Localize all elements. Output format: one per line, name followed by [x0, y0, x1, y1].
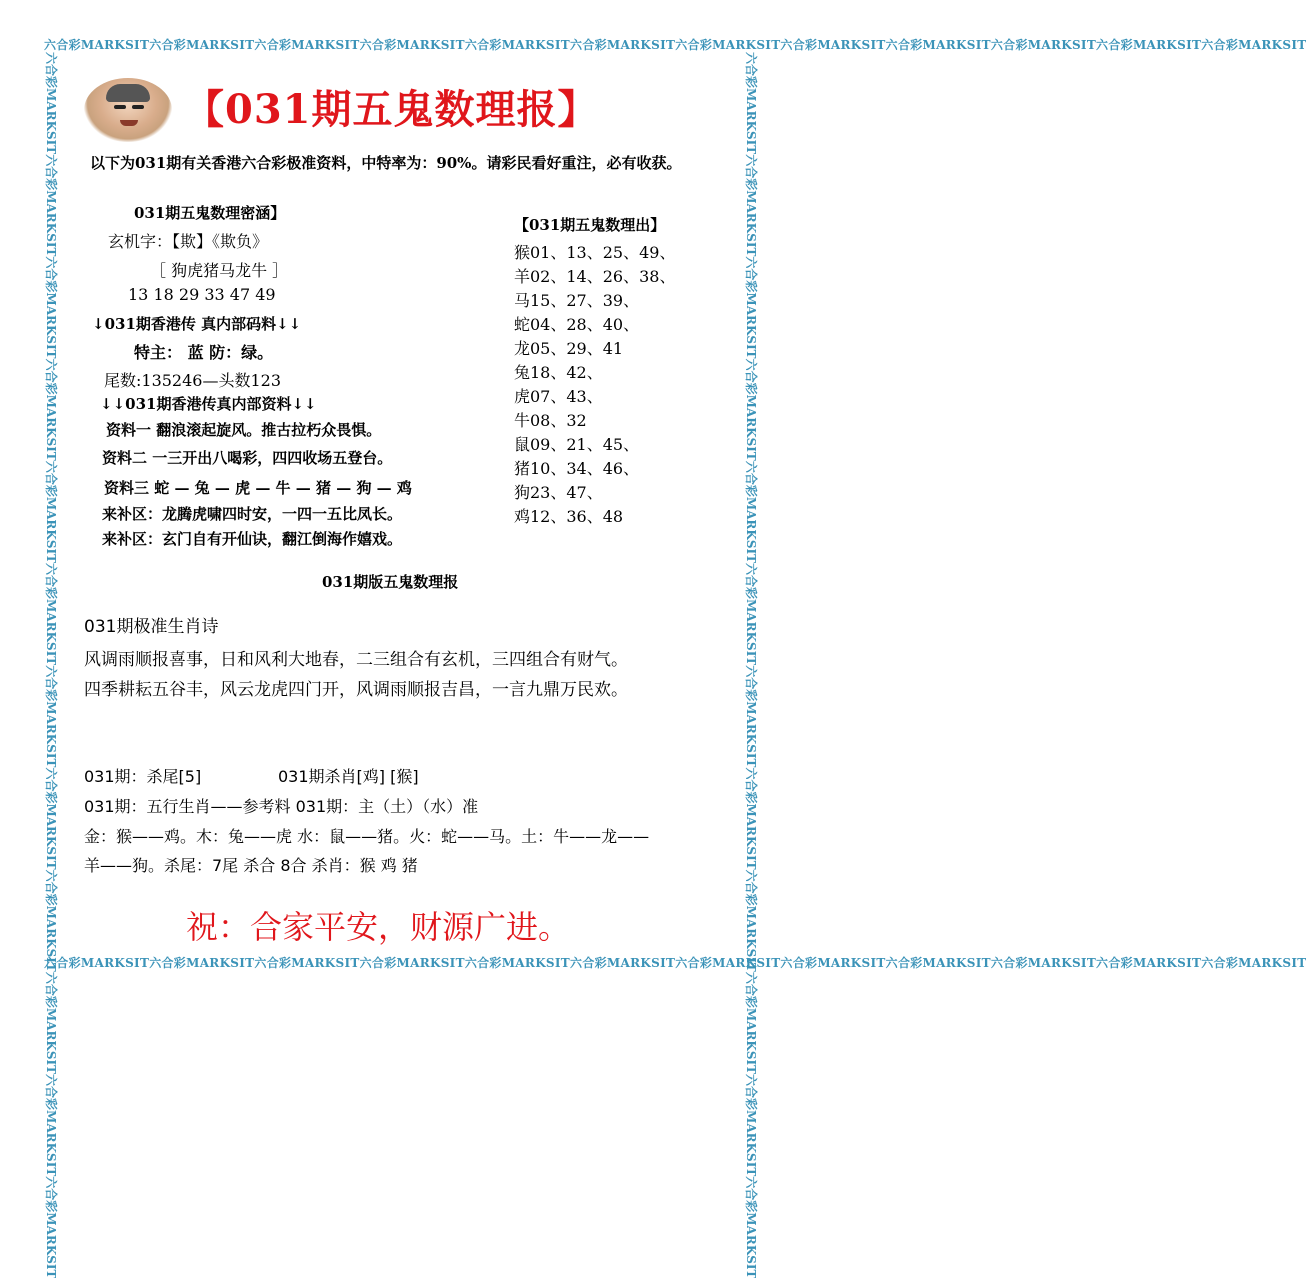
border-top — [44, 34, 1306, 56]
shaxiao-text: 031期杀肖[鸡] [猴] — [278, 767, 419, 786]
wuxing-line-2: 羊——狗。杀尾：7尾 杀合 8合 杀肖：猴 鸡 猪 — [84, 856, 418, 875]
poem-title: 031期极准生肖诗 — [84, 617, 219, 637]
zodiac-row: 马15、27、39、 — [514, 291, 640, 310]
laibu-2: 来补区：玄门自有开仙诀，翻江倒海作嬉戏。 — [102, 530, 403, 548]
zodiac-row: 鼠09、21、45、 — [514, 435, 640, 454]
poem-line-1: 风调雨顺报喜事，日和风利大地春，二三组合有玄机，三四组合有财气。 — [84, 650, 628, 670]
zodiac-row: 羊02、14、26、38、 — [514, 267, 676, 286]
inner-code-2: ↓↓031期香港传真内部资料↓↓ — [100, 395, 317, 413]
zodiac-row: 鸡12、36、48 — [514, 507, 624, 526]
ziliao-1: 资料一 翻浪滚起旋风。推古拉朽众畏惧。 — [106, 421, 382, 439]
zodiac-row: 龙05、29、41 — [514, 339, 624, 358]
border-right — [740, 52, 762, 1278]
right-title: 【031期五鬼数理出】 — [514, 216, 666, 234]
animals-text: ［ 狗虎猪马龙牛 ］ — [150, 261, 289, 280]
weishu-text: 尾数:135246—头数123 — [104, 371, 282, 390]
zodiac-row: 狗23、47、 — [514, 483, 603, 502]
section-title: 031期五鬼数理密涵】 — [134, 204, 286, 222]
page-title: 【031期五鬼数理报】 — [184, 86, 599, 133]
tezhu-text: 特主： 蓝 防：绿。 — [134, 343, 274, 362]
zodiac-row: 兔18、42、 — [514, 363, 603, 382]
laibu-1: 来补区：龙腾虎啸四时安，一四一五比凤长。 — [102, 505, 403, 523]
intro-text: 以下为031期有关香港六合彩极准资料，中特率为：90%。请彩民看好重注，必有收获。 — [90, 154, 682, 172]
zodiac-row: 猴01、13、25、49、 — [514, 243, 676, 262]
border-left-text: 六合彩MARKSIT六合彩MARKSIT六合彩MARKSIT六合彩MARKSIT六合彩MARKSIT六合彩MARKSIT六合彩MARKSIT六合彩MARKSIT六合彩MARKSIT六合彩MARKSIT六合彩MARKSIT六合彩MARKSIT — [44, 52, 58, 1278]
poem-line-2: 四季耕耘五谷丰，风云龙虎四门开，风调雨顺报吉昌，一言九鼎万民欢。 — [84, 680, 628, 700]
border-bottom — [44, 952, 1306, 974]
border-right-text: 六合彩MARKSIT六合彩MARKSIT六合彩MARKSIT六合彩MARKSIT六合彩MARKSIT六合彩MARKSIT六合彩MARKSIT六合彩MARKSIT六合彩MARKSIT六合彩MARKSIT六合彩MARKSIT六合彩MARKSIT — [744, 52, 758, 1278]
border-bottom-text: 六合彩MARKSIT六合彩MARKSIT六合彩MARKSIT六合彩MARKSIT六合彩MARKSIT六合彩MARKSIT六合彩MARKSIT六合彩MARKSIT六合彩MARKSIT六合彩MARKSIT六合彩MARKSIT六合彩MARKSIT — [44, 956, 1306, 970]
mid-title: 031期版五鬼数理报 — [322, 573, 459, 591]
shawei-text: 031期：杀尾[5] — [84, 767, 202, 786]
wuxing-title: 031期：五行生肖——参考料 031期：主（土）（水）准 — [84, 797, 479, 816]
numbers-text: 13 18 29 33 47 49 — [128, 285, 276, 304]
ziliao-2: 资料二 一三开出八喝彩，四四收场五登台。 — [102, 449, 393, 467]
inner-code-1: ↓031期香港传 真内部码料↓↓ — [92, 315, 302, 333]
zodiac-row: 蛇04、28、40、 — [514, 315, 640, 334]
zodiac-row: 虎07、43、 — [514, 387, 603, 406]
border-left — [40, 52, 62, 1278]
portrait-image — [84, 78, 172, 142]
wish-text: 祝：合家平安，财源广进。 — [186, 908, 571, 946]
ziliao-3: 资料三 蛇 — 兔 — 虎 — 牛 — 猪 — 狗 — 鸡 — [104, 479, 412, 497]
zodiac-row: 猪10、34、46、 — [514, 459, 640, 478]
wuxing-line-1: 金：猴——鸡。木：兔——虎 水：鼠——猪。火：蛇——马。土：牛——龙—— — [84, 827, 650, 846]
zodiac-row: 牛08、32 — [514, 411, 587, 430]
border-top-text: 六合彩MARKSIT六合彩MARKSIT六合彩MARKSIT六合彩MARKSIT六合彩MARKSIT六合彩MARKSIT六合彩MARKSIT六合彩MARKSIT六合彩MARKSIT六合彩MARKSIT六合彩MARKSIT六合彩MARKSIT — [44, 38, 1306, 52]
xuanji-text: 玄机字：【欺】《欺负》 — [108, 232, 269, 251]
